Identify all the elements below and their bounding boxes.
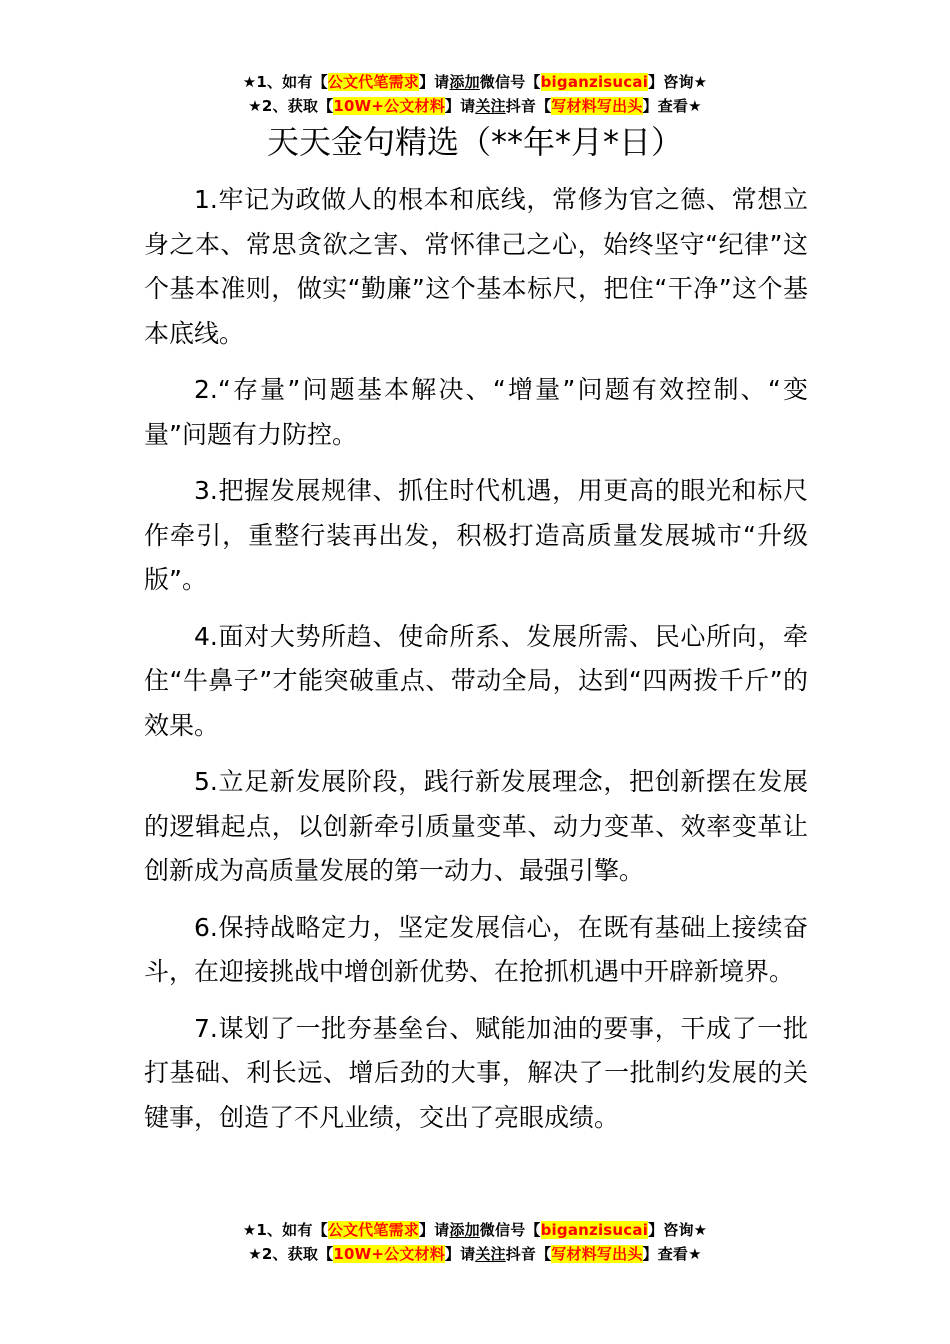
document-body [144,178,808,1152]
header-promo-line-2 [0,94,950,118]
promo-underlined-text: 关注 [475,97,506,115]
promo-text: 】查看★ [642,1245,702,1263]
quote-paragraph-1: 1.牢记为政做人的根本和底线，常修为官之德、常想立身之本、常思贪欲之害、常怀律己之心，始终坚守“纪律”这个基本准则，做实“勤廉”这个基本标尺，把住“干净”这个基本底线。 [144,185,808,348]
promo-text: 抖音【 [505,1245,552,1263]
promo-text: 微信号【 [479,1221,541,1239]
quote-paragraph-2: 2.“存量”问题基本解决、“增量”问题有效控制、“变量”问题有力防控。 [144,375,808,449]
promo-text: 微信号【 [479,73,541,91]
quote-paragraph-5: 5.立足新发展阶段，践行新发展理念，把创新摆在发展的逻辑起点，以创新牵引质量变革、动力变革、效率变革让创新成为高质量发展的第一动力、最强引擎。 [144,767,808,885]
promo-underlined-text: 关注 [475,1245,506,1263]
promo-text: ★2、获取【 [248,1245,334,1263]
document-title: 天天金句精选（**年*月*日） [266,123,683,161]
promo-text: ★2、获取【 [248,97,334,115]
quote-paragraph-3: 3.把握发展规律、抓住时代机遇，用更高的眼光和标尺作牵引，重整行装再出发，积极打造高质量发展城市“升级版”。 [144,476,808,594]
promo-text: 】请 [418,1221,450,1239]
promo-text: 】请 [444,1245,476,1263]
promo-text: ★1、如有【 [242,73,328,91]
promo-text: 抖音【 [505,97,552,115]
promo-highlight: 公文代笔需求 [327,1221,419,1239]
quote-paragraph-6: 6.保持战略定力，坚定发展信心，在既有基础上接续奋斗，在迎接挑战中增创新优势、在抢抓机遇中开辟新境界。 [144,912,808,986]
promo-wechat-id: biganzisucai [540,1221,649,1239]
footer-promo-banner [0,1218,950,1266]
promo-highlight: 10W+公文材料 [333,1245,445,1263]
promo-text: 】请 [418,73,450,91]
header-promo-banner [0,70,950,118]
promo-underlined-text: 添加 [449,73,480,91]
quote-paragraph-7: 7.谋划了一批夯基垒台、赋能加油的要事，干成了一批打基础、利长远、增后劲的大事，解决了一批制约发展的关键事，创造了不凡业绩，交出了亮眼成绩。 [144,1013,808,1132]
promo-underlined-text: 添加 [449,1221,480,1239]
promo-text: 】请 [444,97,476,115]
footer-promo-line-2 [0,1242,950,1266]
promo-douyin-account: 写材料写出头 [551,1245,643,1263]
header-promo-line-1 [0,70,950,94]
promo-text: 】咨询★ [648,1221,708,1239]
footer-promo-line-1 [0,1218,950,1242]
promo-text: 】咨询★ [648,73,708,91]
promo-text: 】查看★ [642,97,702,115]
promo-douyin-account: 写材料写出头 [551,97,643,115]
quote-paragraph-4: 4.面对大势所趋、使命所系、发展所需、民心所向，牵住“牛鼻子”才能突破重点、带动全局，达到“四两拨千斤”的效果。 [144,621,808,740]
promo-wechat-id: biganzisucai [540,73,649,91]
promo-highlight: 10W+公文材料 [333,97,445,115]
promo-text: ★1、如有【 [242,1221,328,1239]
promo-highlight: 公文代笔需求 [327,73,419,91]
